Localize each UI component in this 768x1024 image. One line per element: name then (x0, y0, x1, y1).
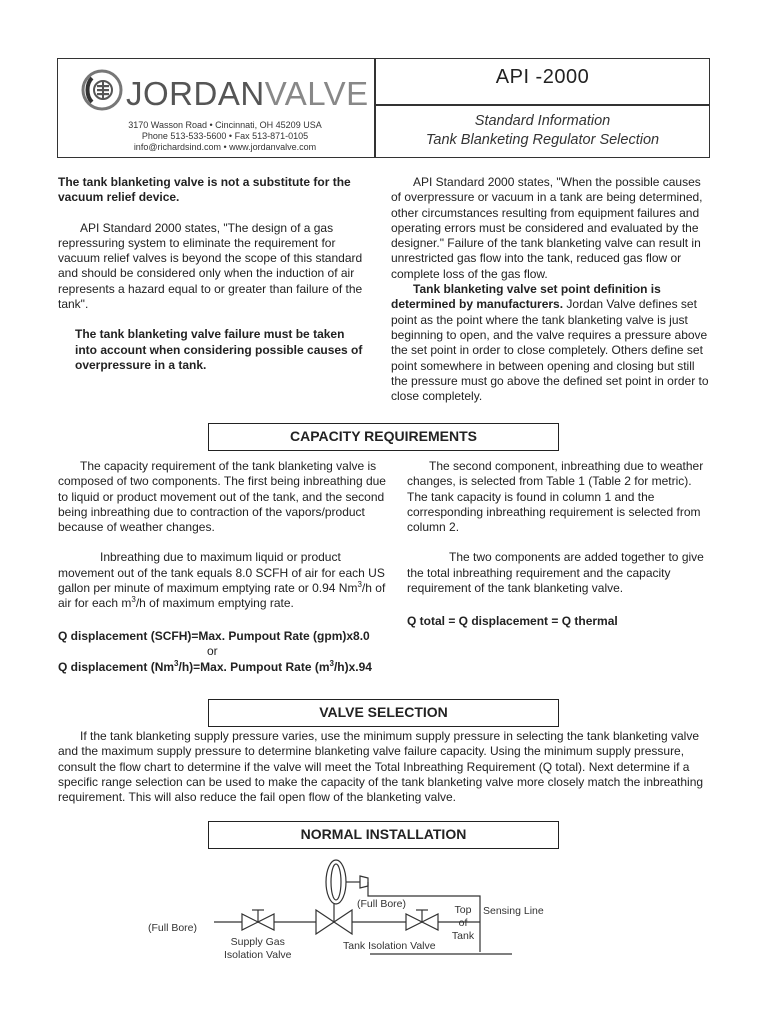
intro-paragraph: Tank blanketing valve set point definition is determined by manufacturers. Jordan Valve defines set point as the point where the tank blanketing valve is just beginning to open, and the valve requires a pressure above the set point in order to close completely. Others define set point somewhere in between opening and closing but still the pressure must go above the defined set point in order to close completely. (391, 282, 709, 404)
label-full-bore-right: (Full Bore) (357, 898, 407, 910)
intro-bold-statement: The tank blanketing valve failure must be taken into account when considering possible causes of overpressure in a tank. (75, 327, 363, 372)
intro-right-column (391, 175, 709, 404)
intro-paragraph: API Standard 2000 states, "When the possible causes of overpressure or vacuum in a tank are being determined, other circumstances resulting from equipment failures and operating errors must be considered and evaluated by the designer." Failure of the tank blanketing valve can result in unrestricted gas flow into the tank, reduced gas flow or complete loss of the gas flow. (391, 175, 703, 281)
capacity-right-column (407, 459, 709, 596)
capacity-paragraph: The capacity requirement of the tank blanketing valve is composed of two components. The first being inbreathing due to liquid or product movement out of the tank, and the second being inbreathing due to contraction of the vapors/product because of weather changes. (58, 459, 386, 535)
label-tank-isolation-valve: Tank Isolation Valve (343, 940, 436, 952)
formula-displacement-scfh: Q displacement (SCFH)=Max. Pumpout Rate (gpm)x8.0 (58, 629, 370, 643)
label-full-bore-left: (Full Bore) (148, 922, 198, 934)
capacity-left-column (58, 459, 388, 612)
normal-installation-heading: NORMAL INSTALLATION (208, 821, 559, 849)
label-sensing-line: Sensing Line (483, 905, 544, 917)
formula-or: or (207, 644, 218, 658)
header-divider (374, 104, 710, 106)
formula-total: Q total = Q displacement = Q thermal (407, 614, 618, 628)
intro-left-column (58, 175, 368, 373)
doc-title: API -2000 (495, 66, 590, 88)
capacity-heading: CAPACITY REQUIREMENTS (208, 423, 559, 451)
intro-paragraph: API Standard 2000 states, "The design of a gas repressuring system to eliminate the requirement for vacuum relief valves is beyond the scope of this standard and should be considered only when the induction of air represents a hazard equal to or greater than failure of the tank". (58, 220, 363, 312)
brand-name: JORDANVALVE (126, 75, 369, 112)
label-top-of-tank: Top of Tank (451, 904, 475, 942)
doc-subtitle: Standard Information Tank Blanketing Regulator Selection (425, 113, 660, 148)
capacity-paragraph: The second component, inbreathing due to weather changes, is selected from Table 1 (Table 2 for metric). The tank capacity is found in column 1 and the corresponding inbreathing requirement is selected from column 2. (407, 459, 704, 535)
company-address: 3170 Wasson Road • Cincinnati, OH 45209 USA Phone 513-533-5600 • Fax 513-871-0105 info@richardsind.com • www.jordanvalve.com (128, 120, 322, 152)
valve-selection-heading: VALVE SELECTION (208, 699, 559, 727)
intro-bold-statement: The tank blanketing valve is not a substitute for the vacuum relief device. (58, 175, 351, 205)
capacity-paragraph: Inbreathing due to maximum liquid or product movement out of the tank equals 8.0 SCFH of air for each US gallon per minute of maximum emptying rate or 0.94 Nm$^3$/h of air for each $m^3/h$ of maximum emptying rate. (58, 550, 386, 611)
capacity-paragraph: The two components are added together to give the total inbreathing requirement and the capacity requirement of the tank blanketing valve. (407, 550, 704, 596)
formula-displacement-metric: Q displacement $(Nm^3/h)=Max$. Pumpout Rate $(m^3/h)x.94$ (58, 659, 372, 674)
valve-selection-paragraph: If the tank blanketing supply pressure varies, use the minimum supply pressure in selecting the tank blanketing valve and the maximum supply pressure to determine blanketing valve failure capacity. Using the minimum supply pressure, consult the flow chart to determine if the valve will meet the Total Inbreathing Requirement (Q total). Next determine if a specific range selection can be used to make the capacity of the tank blanketing valve more closely match the inbreathing requirement. This will also reduce the fail open flow of the blanketing valve. (58, 729, 704, 805)
label-supply-gas-isolation: Supply Gas Isolation Valve (224, 936, 292, 961)
jordan-valve-logo-icon (80, 68, 124, 112)
